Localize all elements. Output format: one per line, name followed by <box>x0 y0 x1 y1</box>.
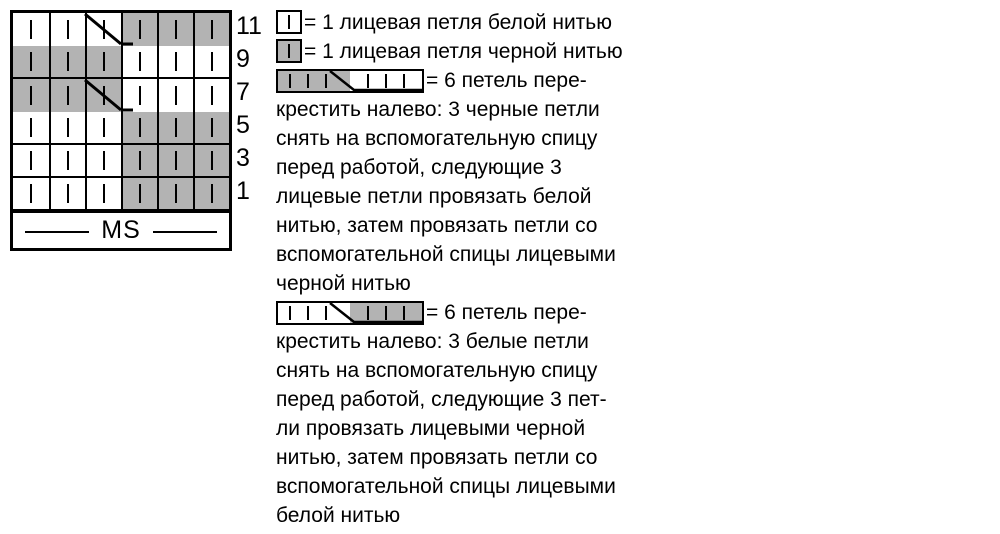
chart-cell <box>193 79 229 112</box>
knit-stitch-icon <box>139 52 141 71</box>
repeat-line-right <box>153 231 217 233</box>
knit-stitch-icon <box>67 86 69 105</box>
chart-cell <box>85 13 121 46</box>
knit-stitch-icon <box>139 151 141 170</box>
legend-item-cable-white-front <box>276 298 686 327</box>
chart-grid <box>10 10 232 251</box>
legend-text-line: нитью, затем провязать петли со <box>276 214 598 237</box>
knit-stitch-icon <box>103 151 105 170</box>
chart-cell <box>121 178 157 211</box>
row-number: 7 <box>236 78 250 106</box>
knit-stitch-icon <box>103 20 105 39</box>
legend-text-line: крестить налево: 3 черные петли <box>276 98 600 121</box>
legend-item-black-knit <box>276 37 686 66</box>
knit-stitch-icon <box>211 20 213 39</box>
chart-cell <box>85 79 121 112</box>
chart-cell <box>85 178 121 211</box>
knit-stitch-icon <box>211 86 213 105</box>
knit-stitch-icon <box>211 151 213 170</box>
knit-stitch-icon <box>175 151 177 170</box>
knit-stitch-icon <box>30 184 32 203</box>
row-number: 1 <box>236 177 250 205</box>
chart-row-9 <box>13 46 229 79</box>
row-number: 9 <box>236 45 250 73</box>
knit-stitch-icon <box>175 86 177 105</box>
chart-cell <box>157 145 193 178</box>
knit-stitch-icon <box>211 52 213 71</box>
legend-item-cable-black-front <box>276 66 686 95</box>
chart-cell <box>85 112 121 145</box>
chart-cell <box>49 112 85 145</box>
legend-text-line: снять на вспомогательную спицу <box>276 127 598 150</box>
legend-text-line: нитью, затем провязать петли со <box>276 446 598 469</box>
white-knit-stitch-icon <box>276 10 302 34</box>
chart-cell <box>13 46 49 79</box>
chart-cell <box>49 13 85 46</box>
chart-cell <box>193 112 229 145</box>
knit-stitch-icon <box>103 118 105 137</box>
cable-6-white-front-icon <box>276 301 424 325</box>
chart-cell <box>157 46 193 79</box>
knit-stitch-icon <box>30 20 32 39</box>
repeat-bracket-row <box>13 211 229 251</box>
knit-stitch-icon <box>67 52 69 71</box>
knit-stitch-icon <box>211 118 213 137</box>
chart-cell <box>85 46 121 79</box>
legend <box>276 8 686 530</box>
knit-stitch-icon <box>30 151 32 170</box>
chart-row-3 <box>13 145 229 178</box>
knit-stitch-icon <box>139 118 141 137</box>
legend-text-line: вспомогательной спицы лицевыми <box>276 243 616 266</box>
chart-cell <box>157 79 193 112</box>
legend-text: = 6 петель пере- <box>426 301 587 324</box>
knit-stitch-icon <box>67 20 69 39</box>
chart-cell <box>13 178 49 211</box>
chart-cell <box>49 178 85 211</box>
legend-text: = 1 лицевая петля черной нитью <box>304 40 623 63</box>
chart-cell <box>193 178 229 211</box>
chart-cell <box>49 46 85 79</box>
row-number: 11 <box>236 12 262 40</box>
legend-text-line: перед работой, следующие 3 пет- <box>276 388 607 411</box>
knit-stitch-icon <box>175 52 177 71</box>
chart-cell <box>13 13 49 46</box>
legend-text-line: перед работой, следующие 3 <box>276 156 562 179</box>
knit-stitch-icon <box>139 86 141 105</box>
legend-text: = 6 петель пере- <box>426 69 587 92</box>
chart-cell <box>121 46 157 79</box>
knit-stitch-icon <box>103 184 105 203</box>
knit-stitch-icon <box>67 151 69 170</box>
row-number-column <box>232 10 272 208</box>
legend-text-line: черной нитью <box>276 272 411 295</box>
chart-cell <box>193 145 229 178</box>
row-number: 3 <box>236 144 250 172</box>
chart-cell <box>121 79 157 112</box>
knit-stitch-icon <box>67 118 69 137</box>
knit-stitch-icon <box>30 52 32 71</box>
chart-cell <box>193 46 229 79</box>
chart-row-1 <box>13 178 229 211</box>
chart-cell <box>121 13 157 46</box>
knit-stitch-icon <box>175 118 177 137</box>
knit-stitch-icon <box>175 184 177 203</box>
chart-cell <box>49 79 85 112</box>
chart-cell <box>13 145 49 178</box>
knit-stitch-icon <box>103 52 105 71</box>
chart-row-5 <box>13 112 229 145</box>
legend-text-line: ли провязать лицевыми черной <box>276 417 586 440</box>
legend-text-line: вспомогательной спицы лицевыми <box>276 475 616 498</box>
repeat-label: MS <box>91 216 151 245</box>
chart-cell <box>121 112 157 145</box>
knit-stitch-icon <box>139 184 141 203</box>
knit-stitch-icon <box>139 20 141 39</box>
legend-item-white-knit <box>276 8 686 37</box>
knit-stitch-icon <box>30 86 32 105</box>
chart-cell <box>157 178 193 211</box>
legend-text: = 1 лицевая петля белой нитью <box>304 11 612 34</box>
knit-stitch-icon <box>103 86 105 105</box>
legend-text-line: белой нитью <box>276 504 401 527</box>
legend-text-line: снять на вспомогательную спицу <box>276 359 598 382</box>
repeat-line-left <box>25 231 89 233</box>
chart-cell <box>193 13 229 46</box>
cable-6-black-front-icon <box>276 69 424 93</box>
stitch-chart <box>10 10 232 251</box>
gray-knit-stitch-icon <box>276 39 302 63</box>
chart-cell <box>157 13 193 46</box>
knit-stitch-icon <box>211 184 213 203</box>
knit-stitch-icon <box>67 184 69 203</box>
chart-row-11 <box>13 13 229 46</box>
legend-text-line: крестить налево: 3 белые петли <box>276 330 589 353</box>
knit-stitch-icon <box>30 118 32 137</box>
chart-cell <box>121 145 157 178</box>
legend-text-line: лицевые петли провязать белой <box>276 185 592 208</box>
chart-cell <box>13 79 49 112</box>
chart-cell <box>49 145 85 178</box>
row-number: 5 <box>236 111 250 139</box>
knit-stitch-icon <box>175 20 177 39</box>
chart-row-7 <box>13 79 229 112</box>
chart-cell <box>13 112 49 145</box>
chart-cell <box>157 112 193 145</box>
chart-cell <box>85 145 121 178</box>
